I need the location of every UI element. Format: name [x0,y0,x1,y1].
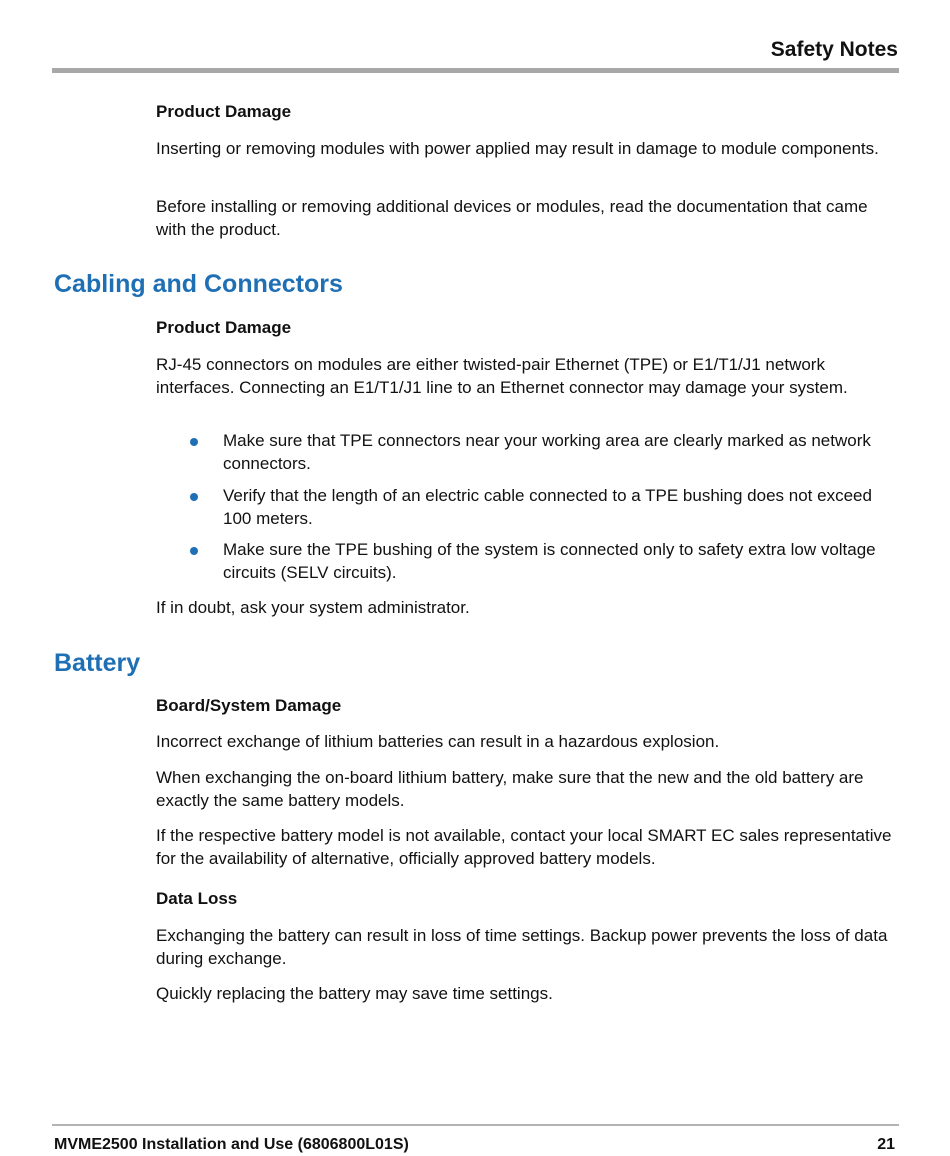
battery-loss-paragraph-1: Exchanging the battery can result in loss of time settings. Backup power prevents the loss of data during exchange. [156,926,888,968]
bullet-icon [190,493,198,501]
header-divider [52,68,899,73]
section-heading-battery: Battery [54,649,141,677]
battery-loss-paragraph-2: Quickly replacing the battery may save time settings. [156,984,553,1003]
battery-damage-paragraph-3: If the respective battery model is not available, contact your local SMART EC sales representative for the availability of alternative, officially approved battery models. [156,826,892,868]
list-item-text: Verify that the length of an electric cable connected to a TPE bushing does not exceed 100 meters. [223,486,872,528]
bullet-icon [190,547,198,555]
section-heading-cabling: Cabling and Connectors [54,270,343,298]
list-item-text: Make sure the TPE bushing of the system is connected only to safety extra low voltage circuits (SELV circuits). [223,540,876,582]
bullet-icon [190,438,198,446]
battery-damage-subheading: Board/System Damage [156,696,342,715]
page-header-title: Safety Notes [770,38,898,61]
intro-paragraph-1: Inserting or removing modules with power applied may result in damage to module components. [156,139,879,158]
cabling-subheading: Product Damage [156,318,292,337]
battery-loss-subheading: Data Loss [156,889,238,908]
footer-divider [52,1124,899,1126]
battery-damage-paragraph-1: Incorrect exchange of lithium batteries can result in a hazardous explosion. [156,732,720,751]
list-item-text: Make sure that TPE connectors near your working area are clearly marked as network connectors. [223,431,871,473]
intro-subheading: Product Damage [156,102,292,121]
footer-document-title: MVME2500 Installation and Use (6806800L01S) [54,1136,409,1153]
intro-paragraph-2: Before installing or removing additional devices or modules, read the documentation that came with the product. [156,197,868,239]
battery-damage-paragraph-2: When exchanging the on-board lithium battery, make sure that the new and the old battery are exactly the same battery models. [156,768,864,810]
cabling-paragraph: RJ-45 connectors on modules are either twisted-pair Ethernet (TPE) or E1/T1/J1 network interfaces. Connecting an E1/T1/J1 line to an Ethernet connector may damage your system. [156,355,848,397]
cabling-closing: If in doubt, ask your system administrator. [156,598,470,617]
footer-page-number: 21 [877,1136,895,1153]
